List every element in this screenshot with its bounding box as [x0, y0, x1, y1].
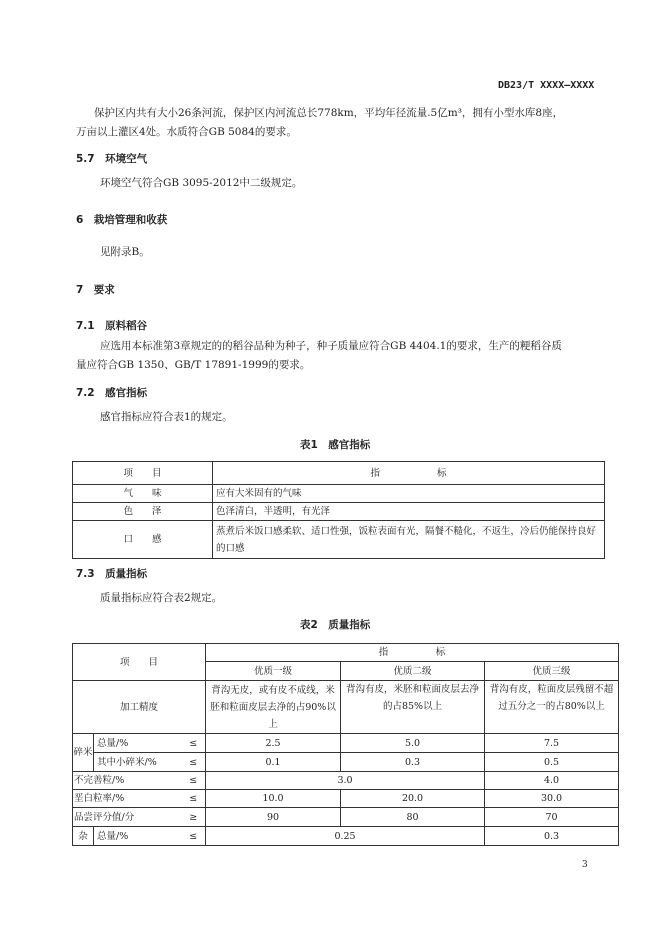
paragraph: 见附录B。: [100, 246, 150, 258]
table-cell: ≤: [182, 827, 206, 846]
table-cell: 总量/%: [94, 734, 182, 753]
table-header: 优质二级: [341, 662, 485, 681]
table-cell: 0.3: [485, 827, 619, 846]
table-cell: 背沟有皮，粒面皮层残留不超过五分之一的占80%以上: [485, 681, 619, 734]
section-heading: 7.3 质量指标: [76, 568, 148, 580]
table-cell: ≤: [182, 734, 206, 753]
table-title: 表2 质量指标: [300, 619, 371, 631]
paragraph: 量应符合GB 1350、GB/T 17891-1999的要求。: [76, 359, 311, 371]
table-cell: 口 感: [73, 521, 213, 559]
table-cell: ≤: [182, 790, 206, 808]
table-cell: 4.0: [485, 772, 619, 790]
table-cell: 10.0: [206, 790, 341, 808]
quality-table: [72, 643, 619, 846]
sensory-table: [72, 461, 605, 559]
table-cell: 背沟有皮，米胚和粒面皮层去净的占85%以上: [341, 681, 485, 734]
table-cell: 90: [206, 808, 341, 827]
section-heading: 7.1 原料稻谷: [76, 320, 148, 332]
table-cell: 总量/%: [94, 827, 182, 846]
table-cell: 应有大米固有的气味: [213, 485, 605, 503]
table-cell: 0.25: [206, 827, 485, 846]
paragraph: 万亩以上灌区4处。水质符合GB 5084的要求。: [76, 126, 297, 138]
section-heading: 7 要求: [76, 284, 115, 296]
table-cell: ≥: [182, 808, 206, 827]
table-header: 指 标: [213, 462, 605, 485]
table-title: 表1 感官指标: [300, 439, 371, 451]
table-cell: 20.0: [341, 790, 485, 808]
table-cell: 垩白粒率/%: [73, 790, 182, 808]
table-cell: 70: [485, 808, 619, 827]
section-heading: 7.2 感官指标: [76, 387, 148, 399]
table-cell: ≤: [182, 772, 206, 790]
table-header: 优质一级: [206, 662, 341, 681]
table-cell: 杂: [73, 827, 94, 846]
document-code: DB23/T XXXX—XXXX: [498, 80, 595, 91]
table-cell: 0.5: [485, 753, 619, 772]
page-number: 3: [582, 860, 588, 870]
table-cell: 7.5: [485, 734, 619, 753]
table-cell: 2.5: [206, 734, 341, 753]
table-header: 优质三级: [485, 662, 619, 681]
table-header: 指 标: [206, 644, 619, 662]
table-cell: 30.0: [485, 790, 619, 808]
paragraph: 保护区内共有大小26条河流，保护区内河流总长778km，平均年径流量.5亿m³，拥有小型水库8座，: [94, 107, 564, 119]
table-cell: 3.0: [206, 772, 485, 790]
table-cell: 碎米: [73, 734, 94, 772]
table-cell: 0.1: [206, 753, 341, 772]
section-heading: 5.7 环境空气: [76, 153, 148, 165]
section-heading: 6 栽培管理和收获: [76, 214, 168, 226]
table-cell: 色泽清白，半透明，有光泽: [213, 503, 605, 521]
paragraph: 环境空气符合GB 3095-2012中二级规定。: [100, 177, 303, 189]
paragraph: 应选用本标准第3章规定的的稻谷品种为种子，种子质量应符合GB 4404.1的要求，生产的粳稻谷质: [100, 340, 562, 352]
table-header: 项 目: [73, 462, 213, 485]
table-cell: 气 味: [73, 485, 213, 503]
table-cell: 不完善粒/%: [73, 772, 182, 790]
table-cell: 5.0: [341, 734, 485, 753]
paragraph: 质量指标应符合表2规定。: [100, 592, 223, 604]
table-cell: 其中小碎米/%: [94, 753, 182, 772]
table-cell: ≤: [182, 753, 206, 772]
paragraph: 感官指标应符合表1的规定。: [100, 411, 233, 423]
table-cell: 80: [341, 808, 485, 827]
table-cell: 0.3: [341, 753, 485, 772]
table-header: 项 目: [73, 644, 206, 681]
table-cell: 蒸煮后米饭口感柔软、适口性强，饭粒表面有光，隔餐不糙化，不返生，冷后仍能保持良好的口感: [213, 521, 605, 559]
table-cell: 色 泽: [73, 503, 213, 521]
table-cell: 背沟无皮，或有皮不成线，米胚和粒面皮层去净的占90%以上: [206, 681, 341, 734]
table-cell: 加工精度: [73, 681, 206, 734]
table-cell: 品尝评分值/分: [73, 808, 182, 827]
